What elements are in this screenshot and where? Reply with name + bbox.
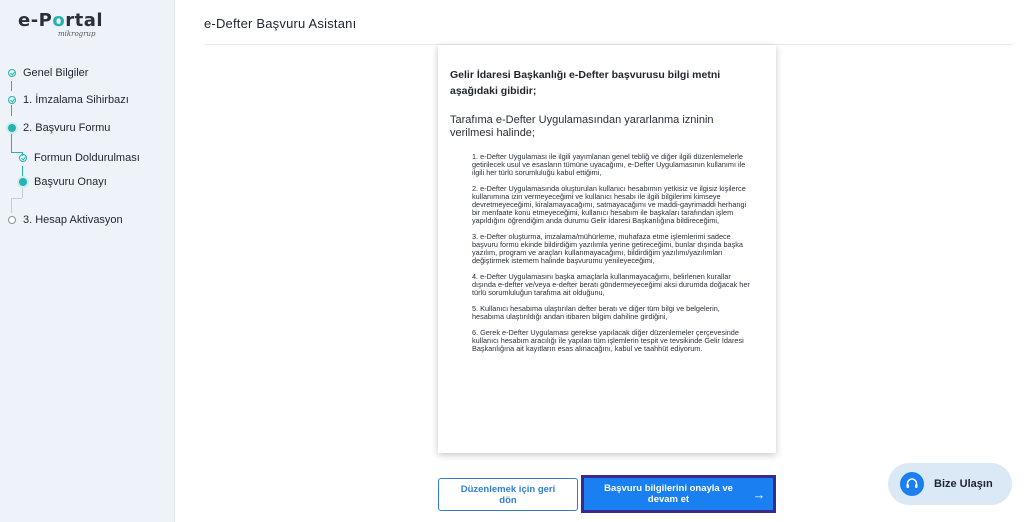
step-hesap-aktivasyon[interactable] [8, 214, 123, 226]
sidebar [0, 0, 175, 522]
check-circle-icon [8, 69, 16, 77]
document-item: 3. e-Defter oluşturma, imzalama/mühürleme, muhafaza etme işlemlerimi sadece başvuru formu ekinde bildirdiğim yazılımla yerine getireceğimi, bunlar dışında başka yazılım, program ve araçları kullanmayacağımı, bildirdiğim yazılımı/yazılımları değiştirmek istemem halinde başvurumu yenileyeceğimi, [472, 232, 743, 265]
step-genel-bilgiler[interactable] [8, 67, 88, 79]
document-item: 5. Kullanıcı hesabıma ulaştırılan defter beratı ve diğer tüm bilgi ve belgelerin, hesabıma ulaştırıldığı andan itibaren bilgim dahiline girdiğini, [472, 304, 720, 321]
check-circle-icon [19, 154, 27, 162]
document-item: 4. e-Defter Uygulamasını başka amaçlarla kullanmayacağımı, belirlenen kurallar dışında e-defter ve/veya e-defter beratı göndermeyeceğimi aksi durumda doğacak her türlü sorumluluğun tarafıma ait olduğunu, [472, 272, 750, 297]
logo-text: e-Portal [18, 10, 104, 31]
step-label: Genel Bilgiler [23, 67, 89, 79]
step-label: 2. Başvuru Formu [23, 122, 111, 134]
check-circle-icon [8, 96, 16, 104]
step-connector [11, 198, 12, 213]
document-item: 1. e-Defter Uygulaması ile ilgili yayımlanan genel tebliğ ve diğer ilgili düzenlemelerle getirilecek usul ve esasların tümüne uyacağımı, e-Defter Uygulamasının kullanımı ile ilgili her türlü sorumluluğu kabul ettiğimi, [472, 152, 746, 177]
document-items [450, 153, 756, 353]
page-title: e-Defter Başvuru Asistanı [204, 16, 357, 31]
document-item: 2. e-Defter Uygulamasında oluşturulan kullanıcı hesabımın yetkisiz ve ilgisiz kişilerce kullanımına izin vermeyeceğimi ve kullanıcı hesabı ile ilgili bilgilerimi kimseye devretmeyeceğimi, kiralamayacağımı, satmayacağımı ve maddi-gayrimaddi herhangi bir menfaate konu etmeyeceğimi, kullanıcı hesabım ile başkaları tarafından işlem yapıldığını öğrendiğim anda durumu Gelir İdaresi Başkanlığına bildireceğimi, [472, 184, 747, 225]
step-label: Formun Doldurulması [34, 152, 140, 164]
page-header [175, 0, 1024, 44]
step-label: 1. İmzalama Sihirbazı [23, 94, 129, 106]
step-connector [22, 188, 23, 198]
logo-subtitle: mikrogrup [58, 30, 96, 38]
back-to-edit-button[interactable] [438, 478, 578, 511]
confirm-continue-button[interactable] [581, 475, 776, 513]
step-connector [11, 132, 12, 152]
arrow-right-icon: → [752, 486, 766, 502]
document-heading: Gelir İdaresi Başkanlığı e-Defter başvurusu bilgi metni aşağıdaki gibidir; [450, 69, 721, 97]
document-intro: Tarafıma e-Defter Uygulamasından yararlanma izninin verilmesi halinde; [450, 114, 714, 139]
step-connector [11, 105, 12, 116]
step-connector [11, 81, 12, 91]
pending-step-icon [8, 216, 16, 224]
step-formun-doldurulmasi[interactable] [19, 152, 140, 164]
step-label: Başvuru Onayı [34, 176, 107, 188]
step-imzalama-sihirbazi[interactable] [8, 94, 129, 106]
contact-us-button[interactable] [888, 463, 1012, 505]
active-step-icon [19, 178, 27, 186]
contact-label: Bize Ulaşın [934, 478, 993, 490]
headset-icon [900, 472, 924, 496]
active-step-icon [8, 124, 16, 132]
document-item: 6. Gerek e-Defter Uygulaması gerekse yapılacak diğer düzenlemeler çerçevesinde kullanıcı hesabım aracılığı ile yapılan tüm işlemlerin tespit ve tevsikinde Gelir İdaresi Başkanlığına ait kayıtların esas alınacağını, kabul ve taahhüt ediyorum. [472, 328, 744, 353]
step-label: 3. Hesap Aktivasyon [23, 214, 123, 226]
step-basvuru-onayi[interactable] [19, 176, 107, 188]
info-document [438, 45, 776, 453]
step-connector [11, 198, 22, 199]
back-button-label: Düzenlemek için geri dön [460, 483, 556, 506]
logo[interactable] [18, 10, 104, 38]
confirm-button-label: Başvuru bilgilerini onayla ve devam et [604, 483, 733, 505]
step-basvuru-formu[interactable] [8, 122, 110, 134]
